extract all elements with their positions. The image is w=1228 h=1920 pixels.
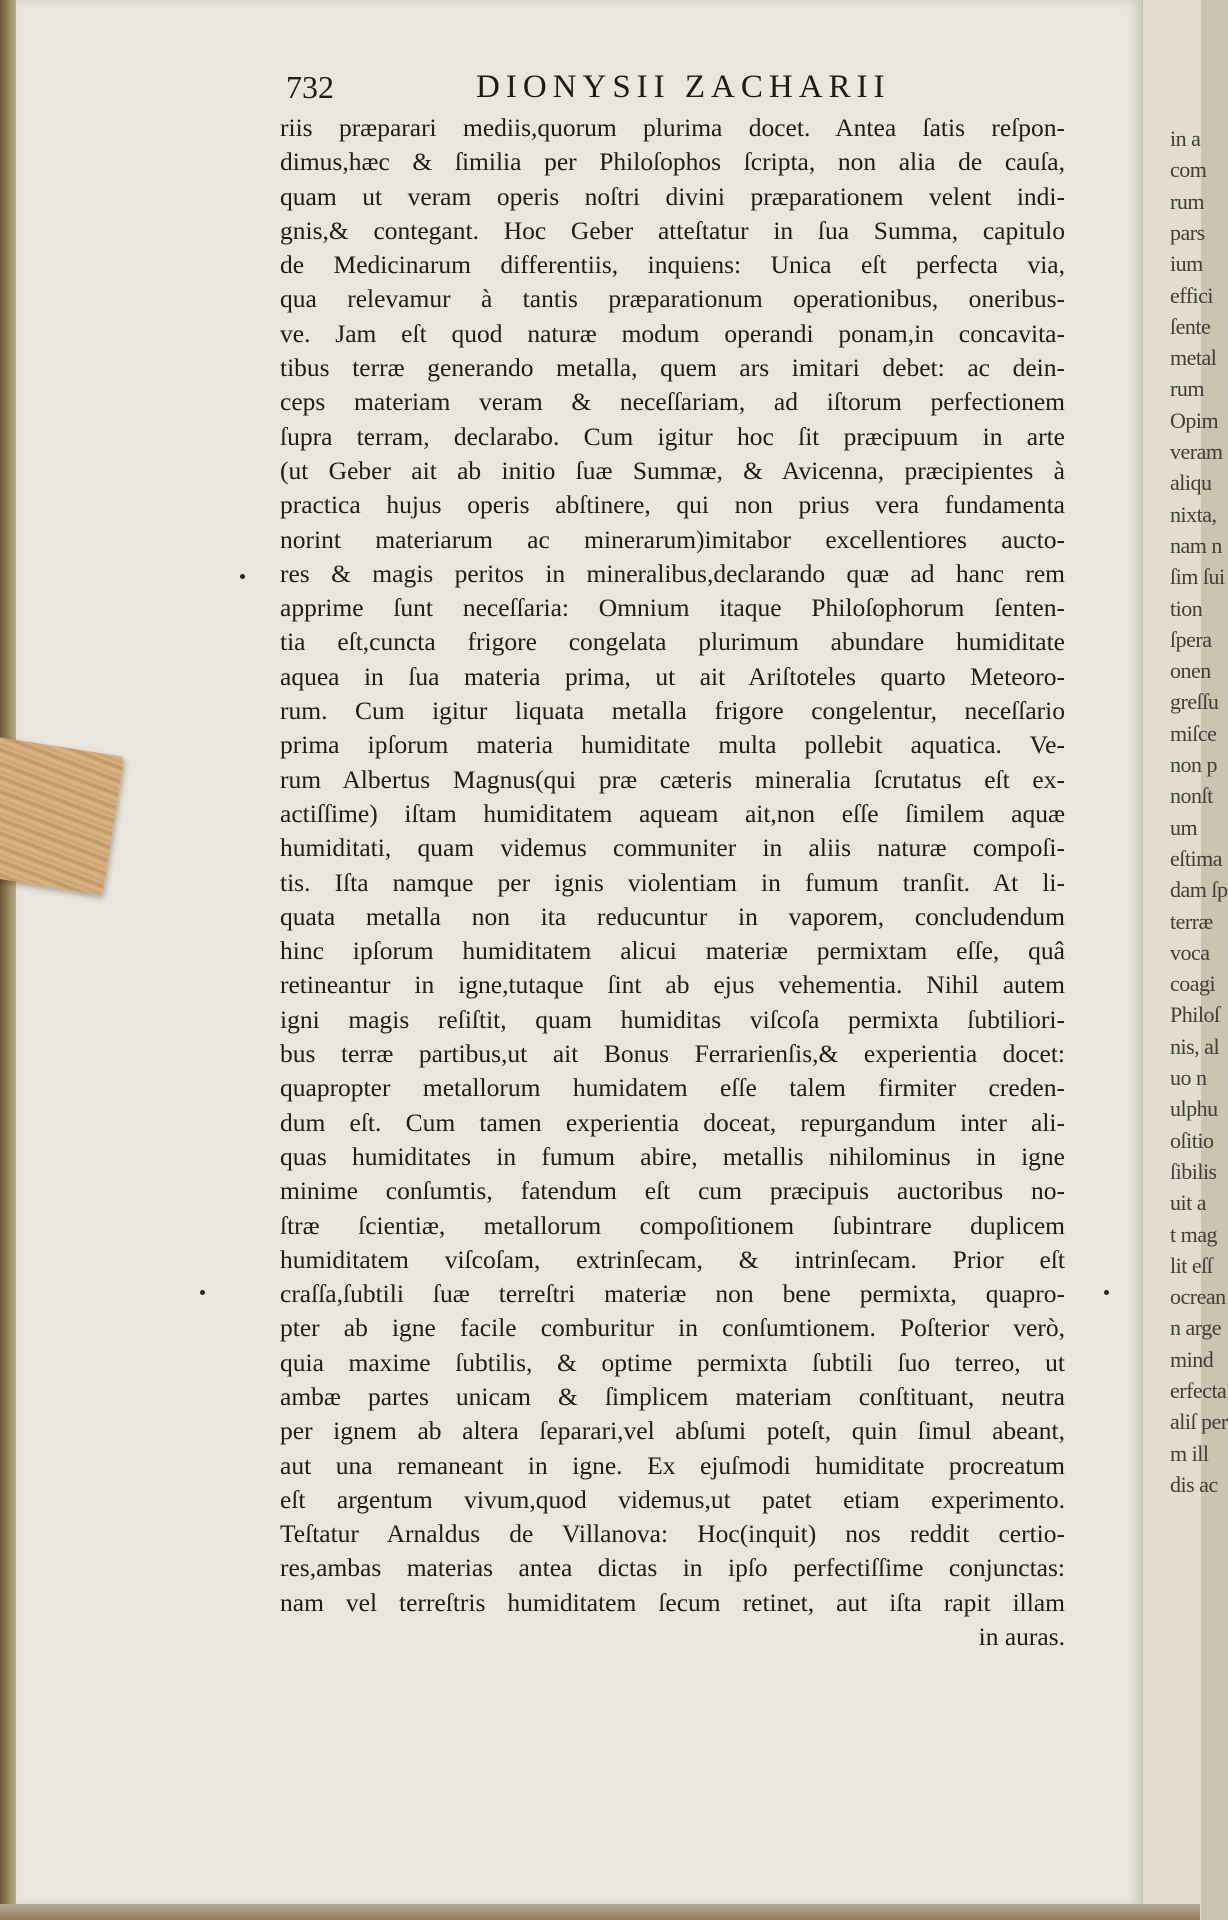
adjacent-page-fragment: oſitio (1170, 1127, 1214, 1153)
adjacent-page-fragment: pars (1170, 219, 1205, 245)
text-line: res & magis peritos in mineralibus,declarando quæ ad hanc rem (280, 558, 1065, 588)
adjacent-page-fragment: voca (1170, 939, 1210, 965)
running-head: DIONYSII ZACHARII (476, 69, 891, 105)
text-line: res,ambas materias antea dictas in ipſo perfectiſſime conjunctas: (280, 1553, 1065, 1583)
text-line: gnis,& contegant. Hoc Geber atteſtatur in ſua Summa, capitulo (280, 215, 1065, 245)
text-line: igni magis reſiſtit, quam humiditas viſcoſa permixta ſubtiliori- (280, 1004, 1065, 1034)
text-line: practica hujus operis abſtinere, qui non prius vera fundamenta (280, 490, 1065, 520)
adjacent-page-fragment: onen (1170, 658, 1211, 684)
adjacent-page-fragment: nis, al (1170, 1033, 1220, 1059)
adjacent-page-fragment: effici (1170, 282, 1214, 308)
adjacent-page-fragment: com (1170, 157, 1207, 183)
text-line: rum Albertus Magnus(qui præ cæteris mineralia ſcrutatus eſt ex- (280, 764, 1065, 794)
adjacent-page-fragment: Opim (1170, 407, 1219, 433)
text-line: quas humiditates in fumum abire, metallis nihilominus in igne (280, 1141, 1065, 1171)
text-line: pter ab igne facile comburitur in conſumtionem. Poſterior verò, (280, 1313, 1065, 1343)
body-text (280, 111, 1065, 1654)
text-line: prima ipſorum materia humiditate multa pollebit aquatica. Ve- (280, 730, 1065, 760)
adjacent-page-fragment: metal (1170, 345, 1217, 371)
text-line: retineantur in igne,tutaque ſint ab ejus vehementia. Nihil autem (280, 970, 1065, 1000)
text-line: ſupra terram, declarabo. Cum igitur hoc ſit præcipuum in arte (280, 421, 1065, 451)
text-line: craſſa,ſubtili ſuæ terreſtri materiæ non bene permixta, quapro- (280, 1279, 1065, 1309)
adjacent-page-fragment: ſibilis (1170, 1158, 1217, 1184)
text-line: quapropter metallorum humidatem eſſe talem firmiter creden- (280, 1073, 1065, 1103)
text-line: dimus,hæc & ſimilia per Philoſophos ſcripta, non alia de cauſa, (280, 147, 1065, 177)
adjacent-page-fragment: m ill (1170, 1440, 1209, 1466)
text-line: quam ut veram operis noſtri divini præparationem velent indi- (280, 181, 1065, 211)
adjacent-page-fragment: aliqu (1170, 470, 1212, 496)
text-line: dum eſt. Cum tamen experientia doceat, repurgandum inter ali- (280, 1107, 1065, 1137)
adjacent-page-fragment: dam ſp (1170, 877, 1228, 903)
adjacent-page-fragment: ſente (1170, 313, 1211, 339)
adjacent-page-fragment: coagi (1170, 971, 1216, 997)
adjacent-page-fragment: ocrean (1170, 1284, 1226, 1310)
adjacent-page-fragment: nixta, (1170, 501, 1217, 527)
adjacent-page-fragment: terræ (1170, 908, 1213, 934)
text-line: quia maxime ſubtilis, & optime permixta ſubtili ſuo terreo, ut (280, 1347, 1065, 1377)
adjacent-page-fragment: non p (1170, 752, 1217, 777)
text-line: apprime ſunt neceſſaria: Omnium itaque Philoſophorum ſenten- (280, 593, 1065, 623)
text-line: norint materiarum ac minerarum)imitabor excellentiores aucto- (280, 524, 1065, 554)
adjacent-page-fragment: ſim ſui (1170, 564, 1225, 590)
text-line: qua relevamur à tantis præparationum operationibus, oneribus- (280, 284, 1065, 314)
text-line: actiſſime) iſtam humiditatem aqueam ait,non eſſe ſimilem aquæ (280, 798, 1065, 828)
text-line: tibus terræ generando metalla, quem ars imitari debet: ac dein- (280, 353, 1065, 383)
text-line: ſtræ ſcientiæ, metallorum compoſitionem ſubintrare duplicem (280, 1210, 1065, 1240)
text-line: (ut Geber ait ab initio ſuæ Summæ, & Avicenna, præcipientes à (280, 455, 1065, 485)
adjacent-page-fragment: uit a (1170, 1190, 1206, 1216)
adjacent-page-fragment: Philoſ (1170, 1002, 1220, 1028)
adjacent-page-fragment: tion (1170, 595, 1203, 621)
margin-mark (200, 1290, 205, 1295)
adjacent-page-fragment: dis ac (1170, 1471, 1218, 1497)
adjacent-page-fragment: ulphu (1170, 1096, 1218, 1122)
adjacent-page-edge (1142, 0, 1228, 1920)
text-line: rum. Cum igitur liquata metalla frigore congelentur, neceſſario (280, 696, 1065, 726)
adjacent-page-fragment: um (1170, 814, 1198, 840)
text-line: ambæ partes unicam & ſimplicem materiam conſtituant, neutra (280, 1381, 1065, 1411)
text-line: per ignem ab altera ſeparari,vel abſumi poteſt, quin ſimul abeant, (280, 1416, 1065, 1446)
adjacent-page-fragment: greſſu (1170, 689, 1219, 715)
adjacent-page-fragment: erfecta (1170, 1378, 1227, 1403)
page-number: 732 (286, 69, 334, 105)
adjacent-page-fragment: nam n (1170, 532, 1222, 558)
adjacent-page-fragment: rum (1170, 376, 1204, 402)
adjacent-page-fragment: veram (1170, 439, 1223, 464)
text-line: nam vel terreſtris humiditatem ſecum retinet, aut iſta rapit illam (280, 1587, 1065, 1617)
text-line: de Medicinarum differentiis, inquiens: Unica eſt perfecta via, (280, 250, 1065, 280)
text-line: aquea in ſua materia prima, ut ait Ariſtoteles quarto Meteoro- (280, 661, 1065, 691)
text-line: hinc ipſorum humiditatem alicui materiæ permixtam eſſe, quâ (280, 936, 1065, 966)
text-line: minime conſumtis, fatendum eſt cum præcipuis auctoribus no- (280, 1176, 1065, 1206)
page-header (286, 67, 1086, 111)
text-line: aut una remaneant in igne. Ex ejuſmodi humiditate procreatum (280, 1450, 1065, 1480)
text-line: in auras. (978, 1622, 1065, 1652)
text-line: Teſtatur Arnaldus de Villanova: Hoc(inquit) nos reddit certio- (280, 1519, 1065, 1549)
adjacent-page-fragment: aliſ per (1170, 1409, 1228, 1435)
adjacent-page-fragment: ium (1170, 251, 1203, 277)
adjacent-page-fragment: uo n (1170, 1065, 1207, 1090)
margin-mark (1104, 1290, 1109, 1295)
adjacent-page-fragment: nonſt (1170, 783, 1213, 809)
text-line: riis præparari mediis,quorum plurima docet. Antea ſatis reſpon- (280, 113, 1065, 142)
adjacent-page-fragment: lit eſſ (1170, 1252, 1213, 1278)
text-line: humiditati, quam videmus communiter in aliis naturæ compoſi- (280, 833, 1065, 863)
wooden-bookmark (0, 737, 124, 895)
text-line: bus terræ partibus,ut ait Bonus Ferrarienſis,& experientia docet: (280, 1039, 1065, 1069)
text-line: humiditatem viſcoſam, extrinſecam, & intrinſecam. Prior eſt (280, 1244, 1065, 1274)
adjacent-page-fragment: in a (1170, 126, 1201, 151)
adjacent-page-fragment: t mag (1170, 1221, 1217, 1247)
text-line: eſt argentum vivum,quod videmus,ut patet etiam experimento. (280, 1484, 1065, 1514)
adjacent-page-fragment: rum (1170, 188, 1204, 214)
adjacent-page-fragment: n arge (1170, 1315, 1221, 1341)
adjacent-page-fragment: mind (1170, 1346, 1214, 1372)
margin-mark (240, 574, 245, 579)
text-line: tia eſt,cuncta frigore congelata plurimum abundare humiditate (280, 627, 1065, 657)
page-bottom-edge (0, 1904, 1200, 1920)
text-line: tis. Iſta namque per ignis violentiam in fumum tranſit. At li- (280, 867, 1065, 897)
text-line: ceps materiam veram & neceſſariam, ad iſtorum perfectionem (280, 387, 1065, 417)
text-line: quata metalla non ita reducuntur in vaporem, concludendum (280, 901, 1065, 931)
adjacent-page-fragment: miſce (1170, 720, 1217, 746)
text-line: ve. Jam eſt quod naturæ modum operandi ponam,in concavita- (280, 318, 1065, 348)
adjacent-page-fragment: eſtima (1170, 845, 1222, 871)
adjacent-page-fragment: ſpera (1170, 626, 1212, 652)
